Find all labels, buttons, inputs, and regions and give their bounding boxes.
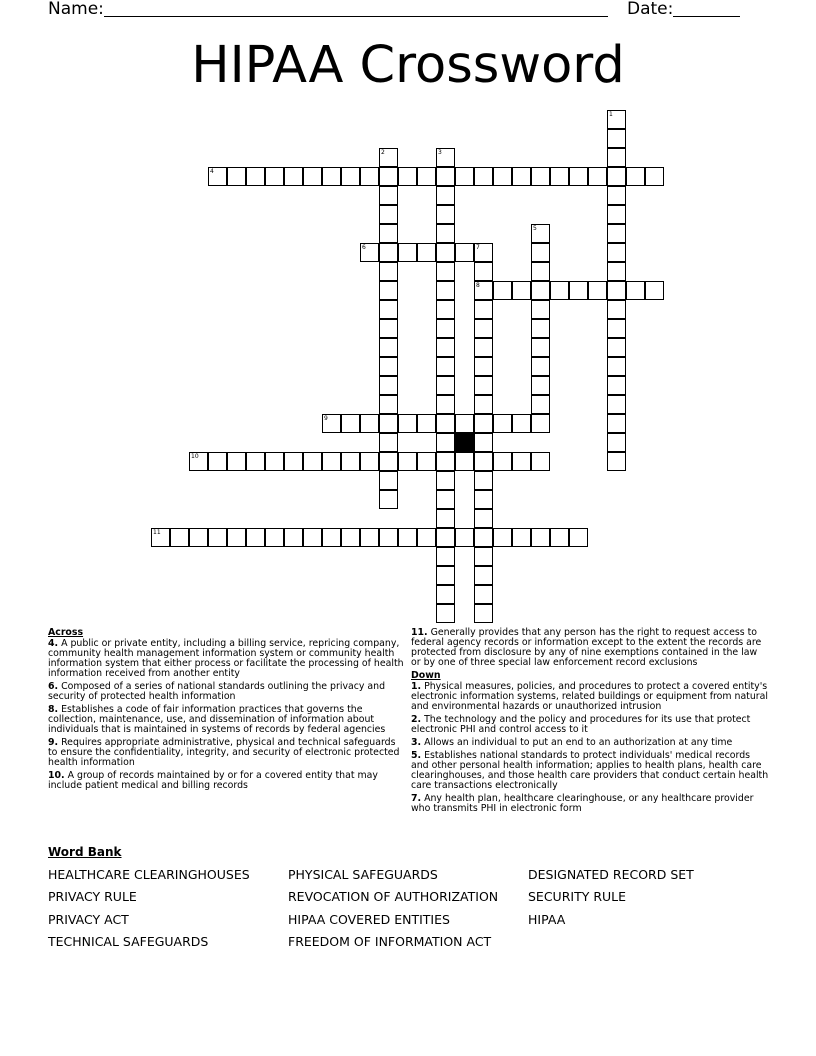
grid-cell[interactable] [436, 490, 455, 509]
grid-cell[interactable] [436, 319, 455, 338]
grid-cell[interactable] [379, 376, 398, 395]
grid-cell[interactable] [436, 566, 455, 585]
grid-clue-number: 4 [210, 168, 214, 175]
grid-cell[interactable] [436, 243, 455, 262]
grid-cell[interactable] [208, 528, 227, 547]
grid-cell[interactable] [474, 300, 493, 319]
grid-cell[interactable] [436, 262, 455, 281]
grid-cell[interactable] [531, 281, 550, 300]
grid-cell[interactable] [474, 490, 493, 509]
grid-cell[interactable] [189, 528, 208, 547]
grid-cell[interactable] [341, 528, 360, 547]
grid-clue-number: 2 [381, 149, 385, 156]
across-heading: Across [48, 627, 84, 638]
grid-cell[interactable] [607, 129, 626, 148]
grid-cell[interactable] [379, 186, 398, 205]
grid-cell[interactable] [474, 167, 493, 186]
grid-cell[interactable] [436, 414, 455, 433]
grid-cell[interactable] [531, 338, 550, 357]
clue-down-5: 5. Establishes national standards to protect individuals' medical records and other personal health information; applies to health plans, health care clearinghouses, and those health care providers that conduct certain health care transactions electronically [411, 750, 769, 791]
clue-down-1: 1. Physical measures, policies, and procedures to protect a covered entity's electronic information systems, related buildings or equipment from natural and environmental hazards or unauthorized intrusion [411, 681, 769, 712]
grid-cell[interactable] [398, 167, 417, 186]
grid-clue-number: 1 [609, 111, 613, 118]
grid-block-cell [455, 433, 474, 452]
grid-cell[interactable] [417, 528, 436, 547]
word-bank-item: DESIGNATED RECORD SET [528, 867, 694, 882]
clue-down-7: 7. Any health plan, healthcare clearinghouse, or any healthcare provider who transmits PHI in electronic form [411, 793, 754, 814]
grid-cell[interactable] [379, 452, 398, 471]
grid-cell[interactable] [626, 167, 645, 186]
grid-cell[interactable] [170, 528, 189, 547]
grid-cell[interactable] [474, 433, 493, 452]
word-bank-item: HIPAA COVERED ENTITIES [288, 912, 450, 927]
grid-cell[interactable] [303, 528, 322, 547]
grid-cell[interactable] [607, 224, 626, 243]
clues-left [48, 628, 406, 794]
grid-cell[interactable] [474, 585, 493, 604]
word-bank-item: FREEDOM OF INFORMATION ACT [288, 934, 492, 949]
grid-cell[interactable] [398, 452, 417, 471]
grid-cell[interactable] [436, 528, 455, 547]
grid-cell[interactable] [436, 357, 455, 376]
grid-cell[interactable] [398, 414, 417, 433]
date-label: Date: [627, 0, 674, 19]
grid-cell[interactable] [417, 414, 436, 433]
grid-cell[interactable] [436, 186, 455, 205]
grid-cell[interactable] [645, 167, 664, 186]
grid-clue-number: 3 [438, 149, 442, 156]
grid-cell[interactable] [379, 262, 398, 281]
word-bank-item: PRIVACY ACT [48, 912, 129, 927]
grid-cell[interactable] [360, 167, 379, 186]
grid-cell[interactable] [607, 186, 626, 205]
grid-cell[interactable] [455, 528, 474, 547]
grid-cell[interactable] [265, 452, 284, 471]
grid-cell[interactable] [379, 300, 398, 319]
clue-down-2: 2. The technology and the policy and procedures for its use that protect electronic PHI and control access to it [411, 714, 751, 735]
grid-clue-number: 9 [324, 415, 328, 422]
grid-cell[interactable] [341, 414, 360, 433]
grid-cell[interactable] [455, 414, 474, 433]
grid-cell[interactable] [436, 509, 455, 528]
word-bank-title: Word Bank [48, 845, 122, 859]
grid-cell[interactable] [246, 452, 265, 471]
grid-cell[interactable] [550, 528, 569, 547]
grid-cell[interactable] [436, 205, 455, 224]
grid-cell[interactable] [436, 395, 455, 414]
clue-across-9: 9. Requires appropriate administrative, physical and technical safeguards to ensure the confidentiality, integrity, and security of electronic protected health information [48, 737, 400, 768]
grid-cell[interactable] [607, 414, 626, 433]
grid-cell[interactable] [493, 414, 512, 433]
grid-cell[interactable] [246, 167, 265, 186]
grid-cell[interactable] [379, 528, 398, 547]
page-title: HIPAA Crossword [191, 36, 625, 95]
grid-cell[interactable] [284, 167, 303, 186]
grid-cell[interactable] [474, 452, 493, 471]
grid-cell[interactable] [436, 300, 455, 319]
grid-cell[interactable] [512, 167, 531, 186]
grid-cell[interactable] [398, 243, 417, 262]
grid-cell[interactable] [512, 414, 531, 433]
grid-cell[interactable] [455, 167, 474, 186]
grid-cell[interactable] [436, 167, 455, 186]
grid-cell[interactable] [493, 528, 512, 547]
grid-cell[interactable] [531, 376, 550, 395]
word-bank-item: PRIVACY RULE [48, 889, 137, 904]
grid-cell[interactable] [645, 281, 664, 300]
grid-cell[interactable] [588, 167, 607, 186]
grid-cell[interactable] [474, 414, 493, 433]
grid-cell[interactable] [417, 167, 436, 186]
grid-cell[interactable] [531, 528, 550, 547]
grid-clue-number: 5 [533, 225, 537, 232]
grid-cell[interactable] [455, 452, 474, 471]
grid-cell[interactable] [531, 262, 550, 281]
grid-cell[interactable] [607, 376, 626, 395]
grid-cell[interactable] [360, 414, 379, 433]
grid-cell[interactable] [474, 528, 493, 547]
clues-right [411, 628, 769, 817]
grid-cell[interactable] [379, 395, 398, 414]
clue-down-3: 3. Allows an individual to put an end to an authorization at any time [411, 737, 733, 748]
word-bank-item: HIPAA [528, 912, 566, 927]
grid-cell[interactable] [607, 357, 626, 376]
grid-cell[interactable] [531, 395, 550, 414]
grid-cell[interactable] [379, 338, 398, 357]
grid-cell[interactable] [227, 528, 246, 547]
grid-cell[interactable] [607, 281, 626, 300]
grid-cell[interactable] [284, 452, 303, 471]
word-bank-item: TECHNICAL SAFEGUARDS [48, 934, 209, 949]
grid-cell[interactable] [436, 585, 455, 604]
grid-clue-number: 10 [191, 453, 199, 460]
grid-cell[interactable] [607, 452, 626, 471]
grid-cell[interactable] [284, 528, 303, 547]
grid-cell[interactable] [512, 452, 531, 471]
clue-across-4: 4. A public or private entity, including a billing service, repricing company, community health management information system or community health information system that either process or facilitate the processing of health information received from another entity [48, 638, 404, 679]
grid-cell[interactable] [379, 167, 398, 186]
clue-across-10: 10. A group of records maintained by or for a covered entity that may include patient medical and billing records [48, 770, 378, 791]
clue-across-8: 8. Establishes a code of fair information practices that governs the collection, maintenance, use, and dissemination of information about individuals that is maintained in systems of records by federal agencies [48, 704, 386, 735]
grid-cell[interactable] [531, 319, 550, 338]
grid-cell[interactable] [493, 452, 512, 471]
grid-cell[interactable] [436, 376, 455, 395]
grid-cell[interactable] [341, 452, 360, 471]
grid-cell[interactable] [360, 452, 379, 471]
grid-cell[interactable] [512, 281, 531, 300]
grid-cell[interactable] [474, 604, 493, 623]
word-bank-item: SECURITY RULE [528, 889, 627, 904]
grid-cell[interactable] [474, 262, 493, 281]
grid-clue-number: 11 [153, 529, 161, 536]
grid-cell[interactable] [265, 528, 284, 547]
grid-cell[interactable] [474, 357, 493, 376]
grid-cell[interactable] [474, 471, 493, 490]
word-bank-item: HEALTHCARE CLEARINGHOUSES [48, 867, 250, 882]
grid-cell[interactable] [550, 281, 569, 300]
grid-cell[interactable] [436, 433, 455, 452]
clue-across-6: 6. Composed of a series of national standards outlining the privacy and security of protected health information [48, 681, 386, 702]
grid-cell[interactable] [436, 452, 455, 471]
grid-cell[interactable] [436, 224, 455, 243]
grid-cell[interactable] [379, 490, 398, 509]
grid-cell[interactable] [569, 528, 588, 547]
grid-cell[interactable] [436, 338, 455, 357]
grid-cell[interactable] [379, 319, 398, 338]
grid-cell[interactable] [227, 452, 246, 471]
grid-cell[interactable] [474, 319, 493, 338]
grid-cell[interactable] [303, 452, 322, 471]
grid-cell[interactable] [607, 205, 626, 224]
grid-cell[interactable] [493, 167, 512, 186]
grid-cell[interactable] [531, 452, 550, 471]
grid-cell[interactable] [474, 509, 493, 528]
grid-cell[interactable] [512, 528, 531, 547]
grid-cell[interactable] [379, 433, 398, 452]
grid-cell[interactable] [398, 528, 417, 547]
grid-cell[interactable] [493, 281, 512, 300]
grid-cell[interactable] [474, 338, 493, 357]
grid-cell[interactable] [341, 167, 360, 186]
grid-cell[interactable] [265, 167, 284, 186]
grid-cell[interactable] [436, 471, 455, 490]
grid-cell[interactable] [246, 528, 265, 547]
grid-cell[interactable] [227, 167, 246, 186]
grid-cell[interactable] [588, 281, 607, 300]
grid-cell[interactable] [607, 148, 626, 167]
name-label: Name: [48, 0, 104, 19]
grid-cell[interactable] [379, 243, 398, 262]
grid-cell[interactable] [531, 243, 550, 262]
grid-cell[interactable] [607, 300, 626, 319]
grid-cell[interactable] [531, 167, 550, 186]
grid-clue-number: 8 [476, 282, 480, 289]
grid-cell[interactable] [379, 281, 398, 300]
word-bank-item: REVOCATION OF AUTHORIZATION [288, 889, 499, 904]
grid-cell[interactable] [436, 547, 455, 566]
grid-cell[interactable] [474, 566, 493, 585]
grid-cell[interactable] [436, 604, 455, 623]
grid-cell[interactable] [474, 547, 493, 566]
grid-cell[interactable] [208, 452, 227, 471]
grid-cell[interactable] [417, 243, 436, 262]
grid-clue-number: 6 [362, 244, 366, 251]
grid-cell[interactable] [531, 300, 550, 319]
grid-cell[interactable] [531, 357, 550, 376]
grid-cell[interactable] [379, 224, 398, 243]
grid-cell[interactable] [455, 243, 474, 262]
grid-cell[interactable] [474, 395, 493, 414]
grid-cell[interactable] [379, 414, 398, 433]
grid-cell[interactable] [379, 205, 398, 224]
down-heading: Down [411, 670, 441, 681]
grid-cell[interactable] [607, 338, 626, 357]
grid-cell[interactable] [607, 262, 626, 281]
grid-cell[interactable] [626, 281, 645, 300]
grid-cell[interactable] [607, 167, 626, 186]
grid-cell[interactable] [436, 281, 455, 300]
grid-cell[interactable] [531, 414, 550, 433]
grid-cell[interactable] [379, 357, 398, 376]
word-bank-item: PHYSICAL SAFEGUARDS [288, 867, 438, 882]
grid-cell[interactable] [607, 319, 626, 338]
grid-cell[interactable] [607, 395, 626, 414]
grid-cell[interactable] [569, 281, 588, 300]
grid-cell[interactable] [550, 167, 569, 186]
grid-cell[interactable] [607, 243, 626, 262]
grid-cell[interactable] [607, 433, 626, 452]
grid-cell[interactable] [322, 528, 341, 547]
grid-cell[interactable] [360, 528, 379, 547]
grid-cell[interactable] [379, 471, 398, 490]
grid-cell[interactable] [322, 167, 341, 186]
grid-clue-number: 7 [476, 244, 480, 251]
clue-across-11: 11. Generally provides that any person has the right to request access to federal agency records or information except to the extent the records are protected from disclosure by any of nine exemptions contained in the law or by one of three special law enforcement record exclusions [411, 627, 762, 668]
grid-cell[interactable] [474, 376, 493, 395]
grid-cell[interactable] [303, 167, 322, 186]
grid-cell[interactable] [322, 452, 341, 471]
grid-cell[interactable] [417, 452, 436, 471]
grid-cell[interactable] [569, 167, 588, 186]
